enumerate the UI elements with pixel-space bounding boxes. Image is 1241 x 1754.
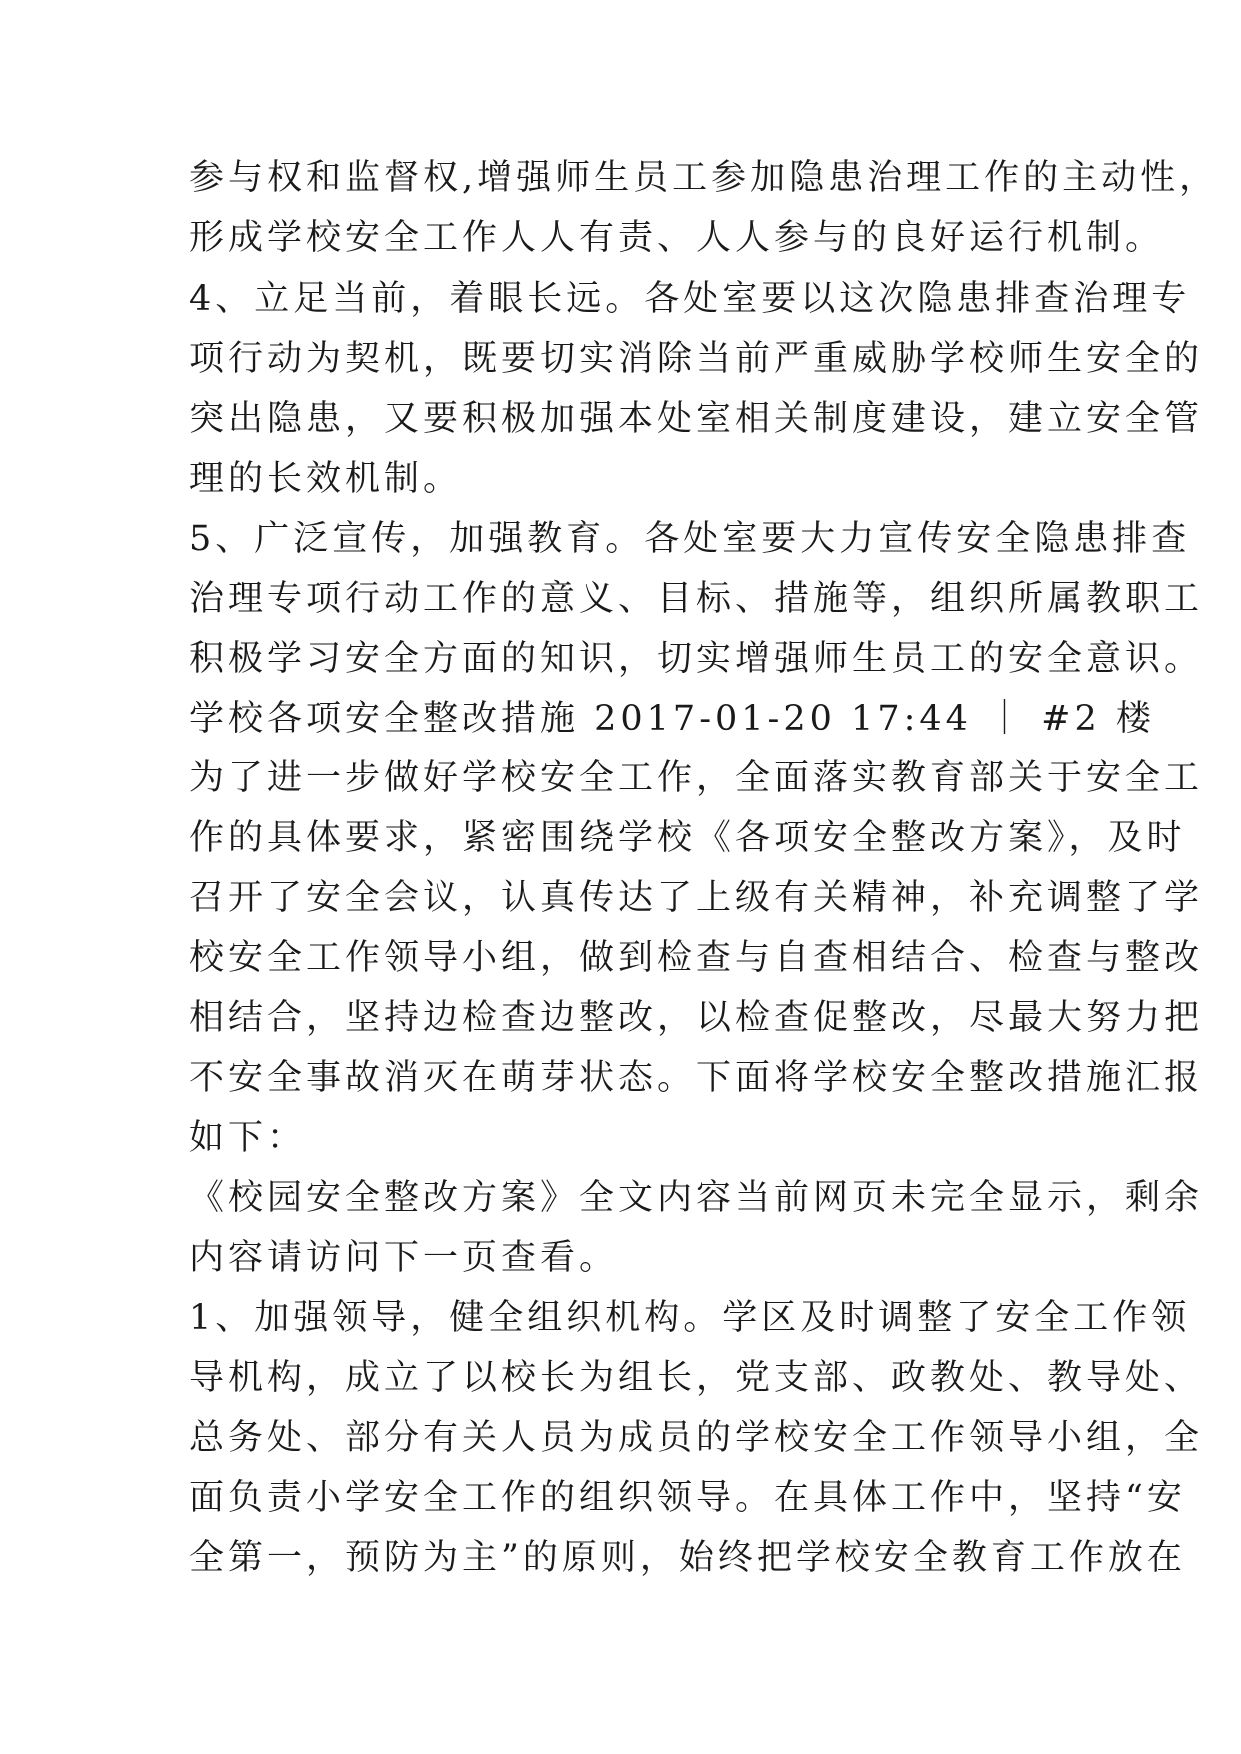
text-line: 总务处、部分有关人员为成员的学校安全工作领导小组，全 <box>189 1418 1204 1458</box>
text-line: 导机构，成立了以校长为组长，党支部、政教处、教导处、 <box>189 1358 1204 1398</box>
post-header: 学校各项安全整改措施 2017-01-20 17:44 ｜ #2 楼 <box>189 699 1155 739</box>
text-line: 全第一，预防为主”的原则，始终把学校安全教育工作放在 <box>189 1538 1186 1578</box>
text-line: 4、立足当前，着眼长远。各处室要以这次隐患排查治理专 <box>189 279 1191 319</box>
text-line: 内容请访问下一页查看。 <box>189 1238 619 1278</box>
text-line: 理的长效机制。 <box>189 459 463 499</box>
text-line: 面负责小学安全工作的组织领导。在具体工作中，坚持“安 <box>189 1478 1186 1518</box>
text-line: 如下： <box>189 1118 307 1158</box>
text-line: 相结合，坚持边检查边整改，以检查促整改，尽最大努力把 <box>189 998 1204 1038</box>
text-line: 突出隐患，又要积极加强本处室相关制度建设，建立安全管 <box>189 399 1204 439</box>
text-line: 参与权和监督权,增强师生员工参加隐患治理工作的主动性， <box>189 158 1219 198</box>
text-line: 治理专项行动工作的意义、目标、措施等，组织所属教职工 <box>189 579 1204 619</box>
text-line: 召开了安全会议，认真传达了上级有关精神，补充调整了学 <box>189 878 1204 918</box>
text-line: 积极学习安全方面的知识，切实增强师生员工的安全意识。 <box>189 639 1204 679</box>
text-line: 1、加强领导，健全组织机构。学区及时调整了安全工作领 <box>189 1298 1191 1338</box>
text-line: 5、广泛宣传，加强教育。各处室要大力宣传安全隐患排查 <box>189 519 1191 559</box>
text-line: 为了进一步做好学校安全工作，全面落实教育部关于安全工 <box>189 758 1204 798</box>
text-line: 《校园安全整改方案》全文内容当前网页未完全显示，剩余 <box>189 1178 1204 1218</box>
text-line: 项行动为契机，既要切实消除当前严重威胁学校师生安全的 <box>189 339 1204 379</box>
text-line: 形成学校安全工作人人有责、人人参与的良好运行机制。 <box>189 218 1165 258</box>
text-line: 校安全工作领导小组，做到检查与自查相结合、检查与整改 <box>189 938 1204 978</box>
text-line: 不安全事故消灭在萌芽状态。下面将学校安全整改措施汇报 <box>189 1058 1204 1098</box>
text-line: 作的具体要求，紧密围绕学校《各项安全整改方案》，及时 <box>189 818 1186 858</box>
